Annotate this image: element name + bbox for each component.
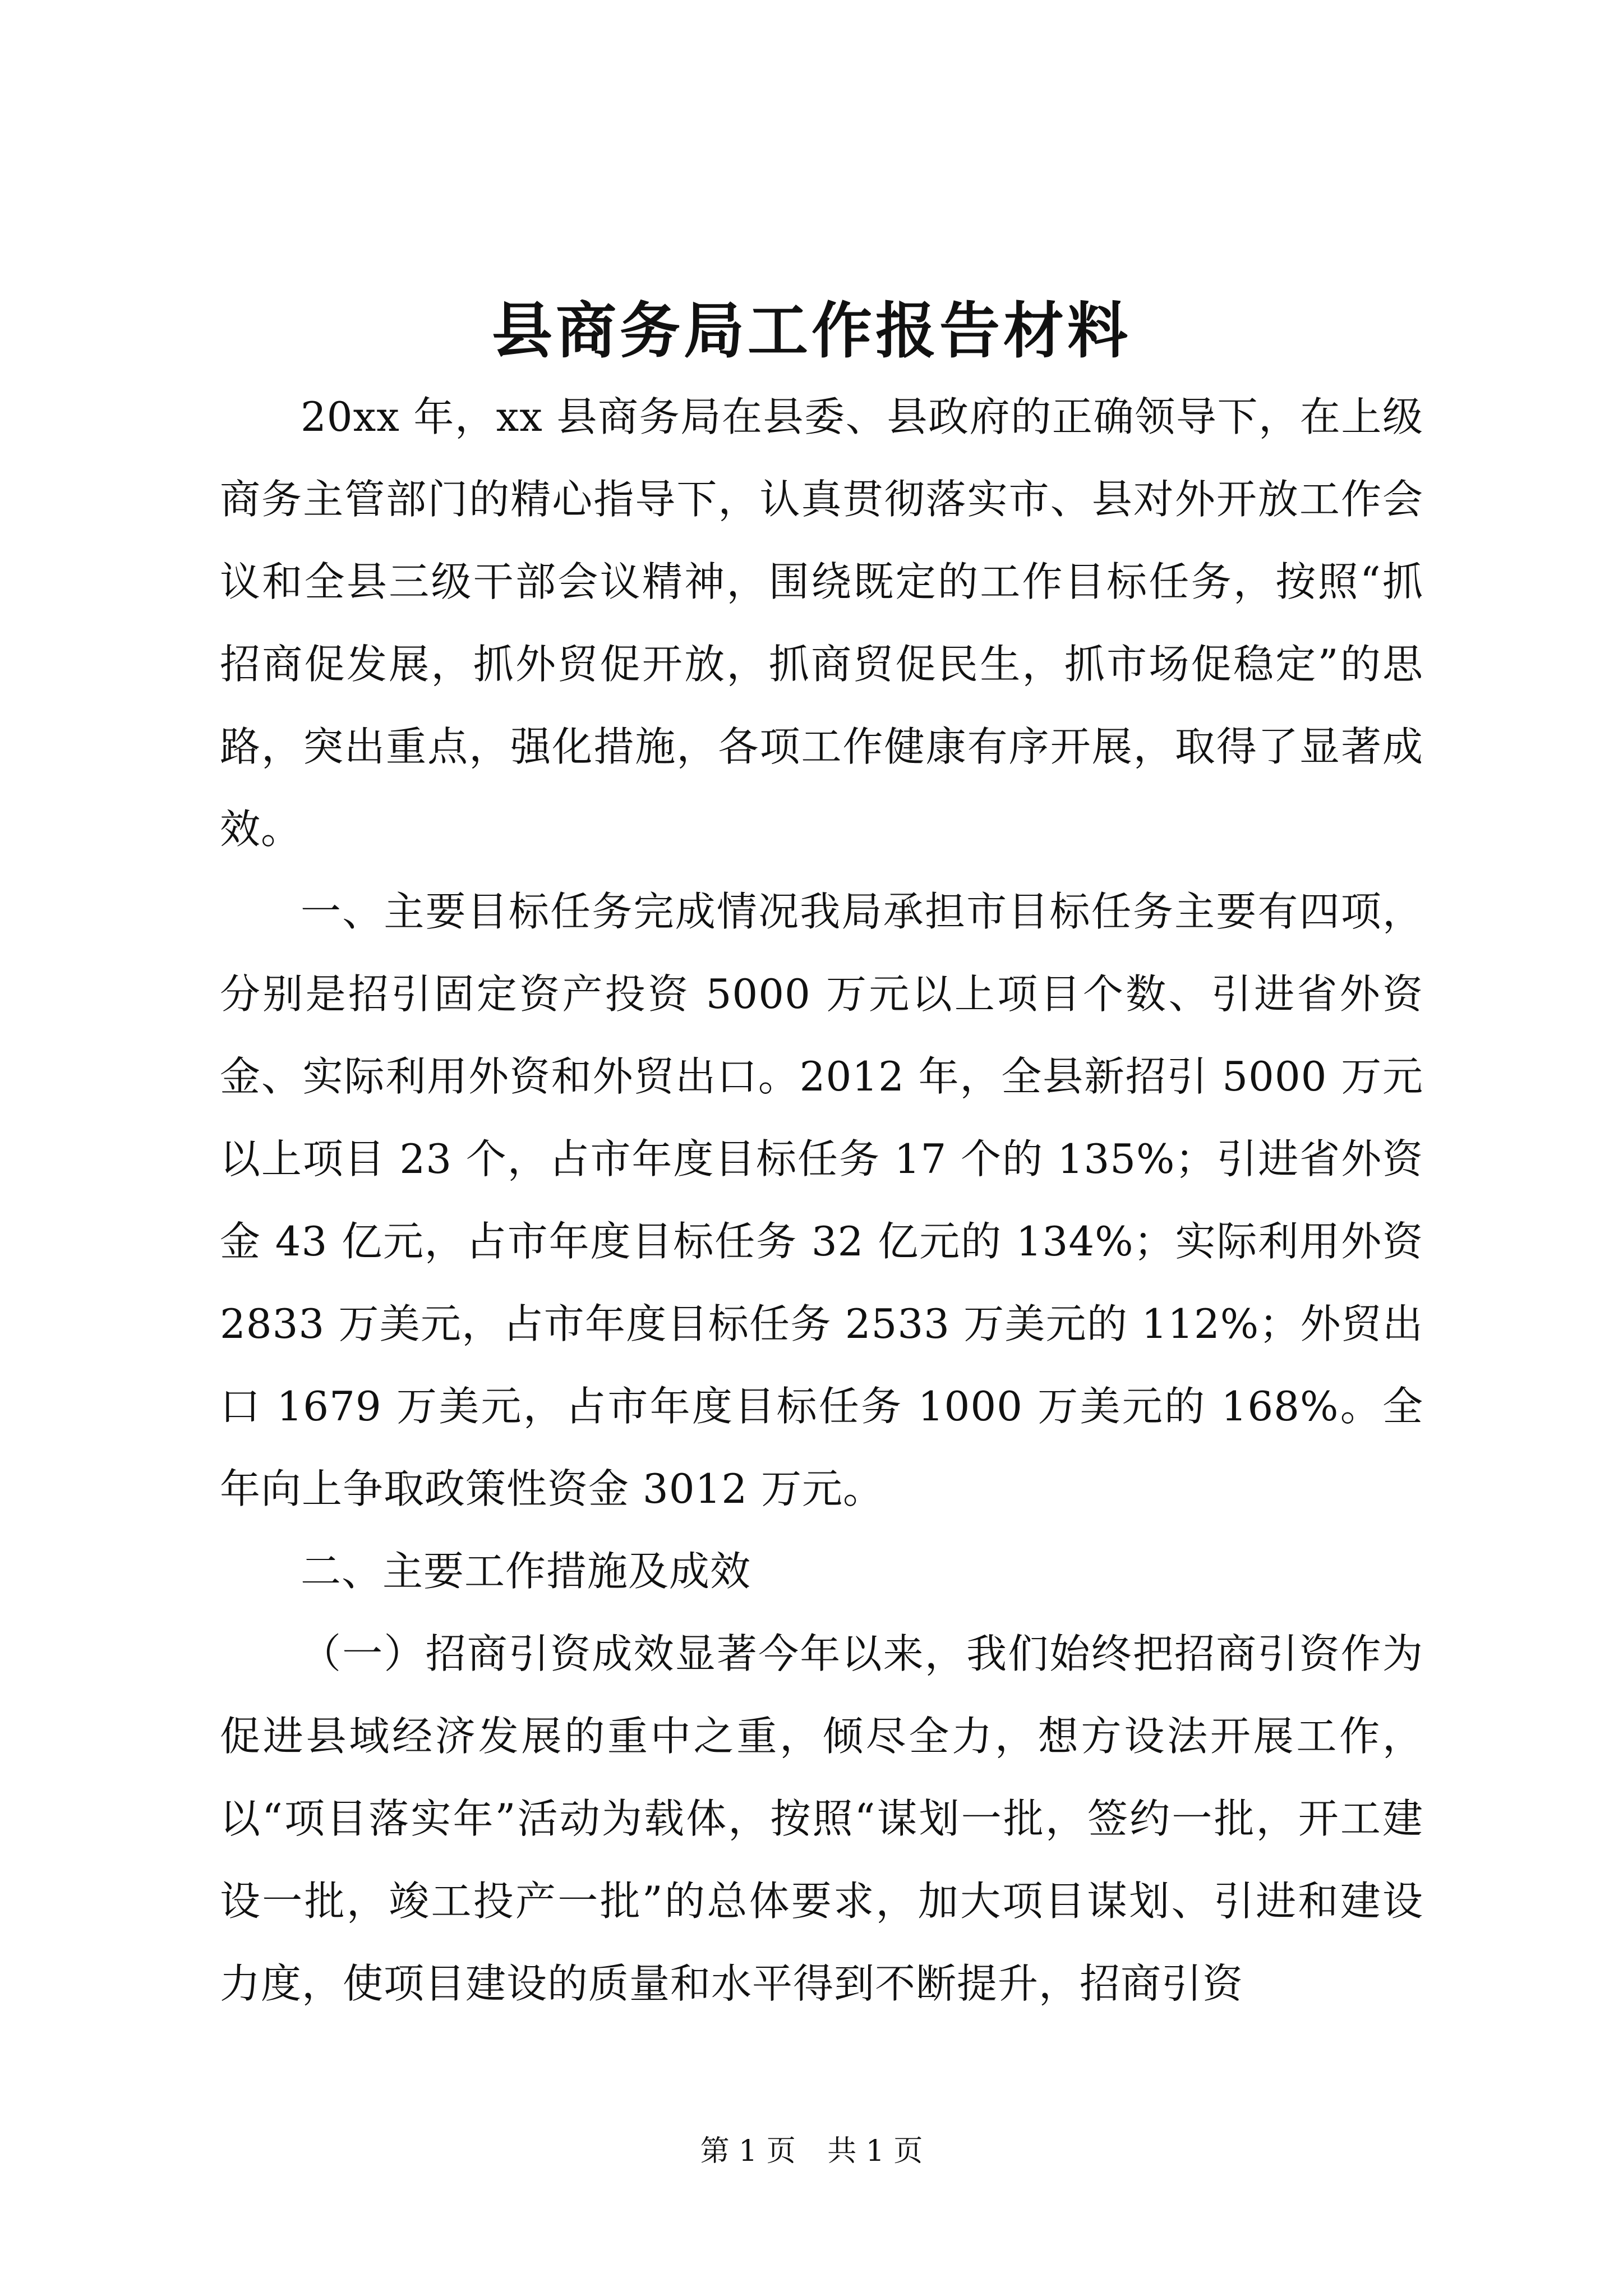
- page-total: 共 1 页: [827, 2134, 923, 2168]
- paragraph-investment: （一）招商引资成效显著今年以来，我们始终把招商引资作为促进县域经济发展的重中之重，倾尽全力，想方设法开展工作，以“项目落实年”活动为载体，按照“谋划一批，签约一批，开工建设一批，竣工投产一批”的总体要求，加大项目谋划、引进和建设力度，使项目建设的质量和水平得到不断提升，招商引资: [220, 1630, 1423, 2007]
- paragraph-intro: 20xx 年，xx 县商务局在县委、县政府的正确领导下，在上级商务主管部门的精心指导下，认真贯彻落实市、县对外开放工作会议和全县三级干部会议精神，围绕既定的工作目标任务，按照“抓招商促发展，抓外贸促开放，抓商贸促民生，抓市场促稳定”的思路，突出重点，强化措施，各项工作健康有序开展，取得了显著成效。: [220, 393, 1423, 853]
- document-title: 县商务局工作报告材料: [491, 296, 1131, 366]
- paragraph-section-one: 一、主要目标任务完成情况我局承担市目标任务主要有四项，分别是招引固定资产投资 5000 万元以上项目个数、引进省外资金、实际利用外资和外贸出口。2012 年，全县新招引 5000 万元以上项目 23 个，占市年度目标任务 17 个的 135%；引进省外资金 43 亿元，占市年度目标任务 32 亿元的 134%；实际利用外资 2833 万美元，占市年度目标任务 2533 万美元的 112%；外贸出口 1679 万美元，占市年度目标任务 1000 万美元的 168%。全年向上争取政策性资金 3012 万元。: [220, 888, 1423, 1512]
- paragraph-section-two-heading: 二、主要工作措施及成效: [301, 1548, 751, 1595]
- document-body: [220, 376, 1423, 2025]
- page-number: 第 1 页: [700, 2134, 796, 2168]
- page-footer: [0, 2132, 1623, 2171]
